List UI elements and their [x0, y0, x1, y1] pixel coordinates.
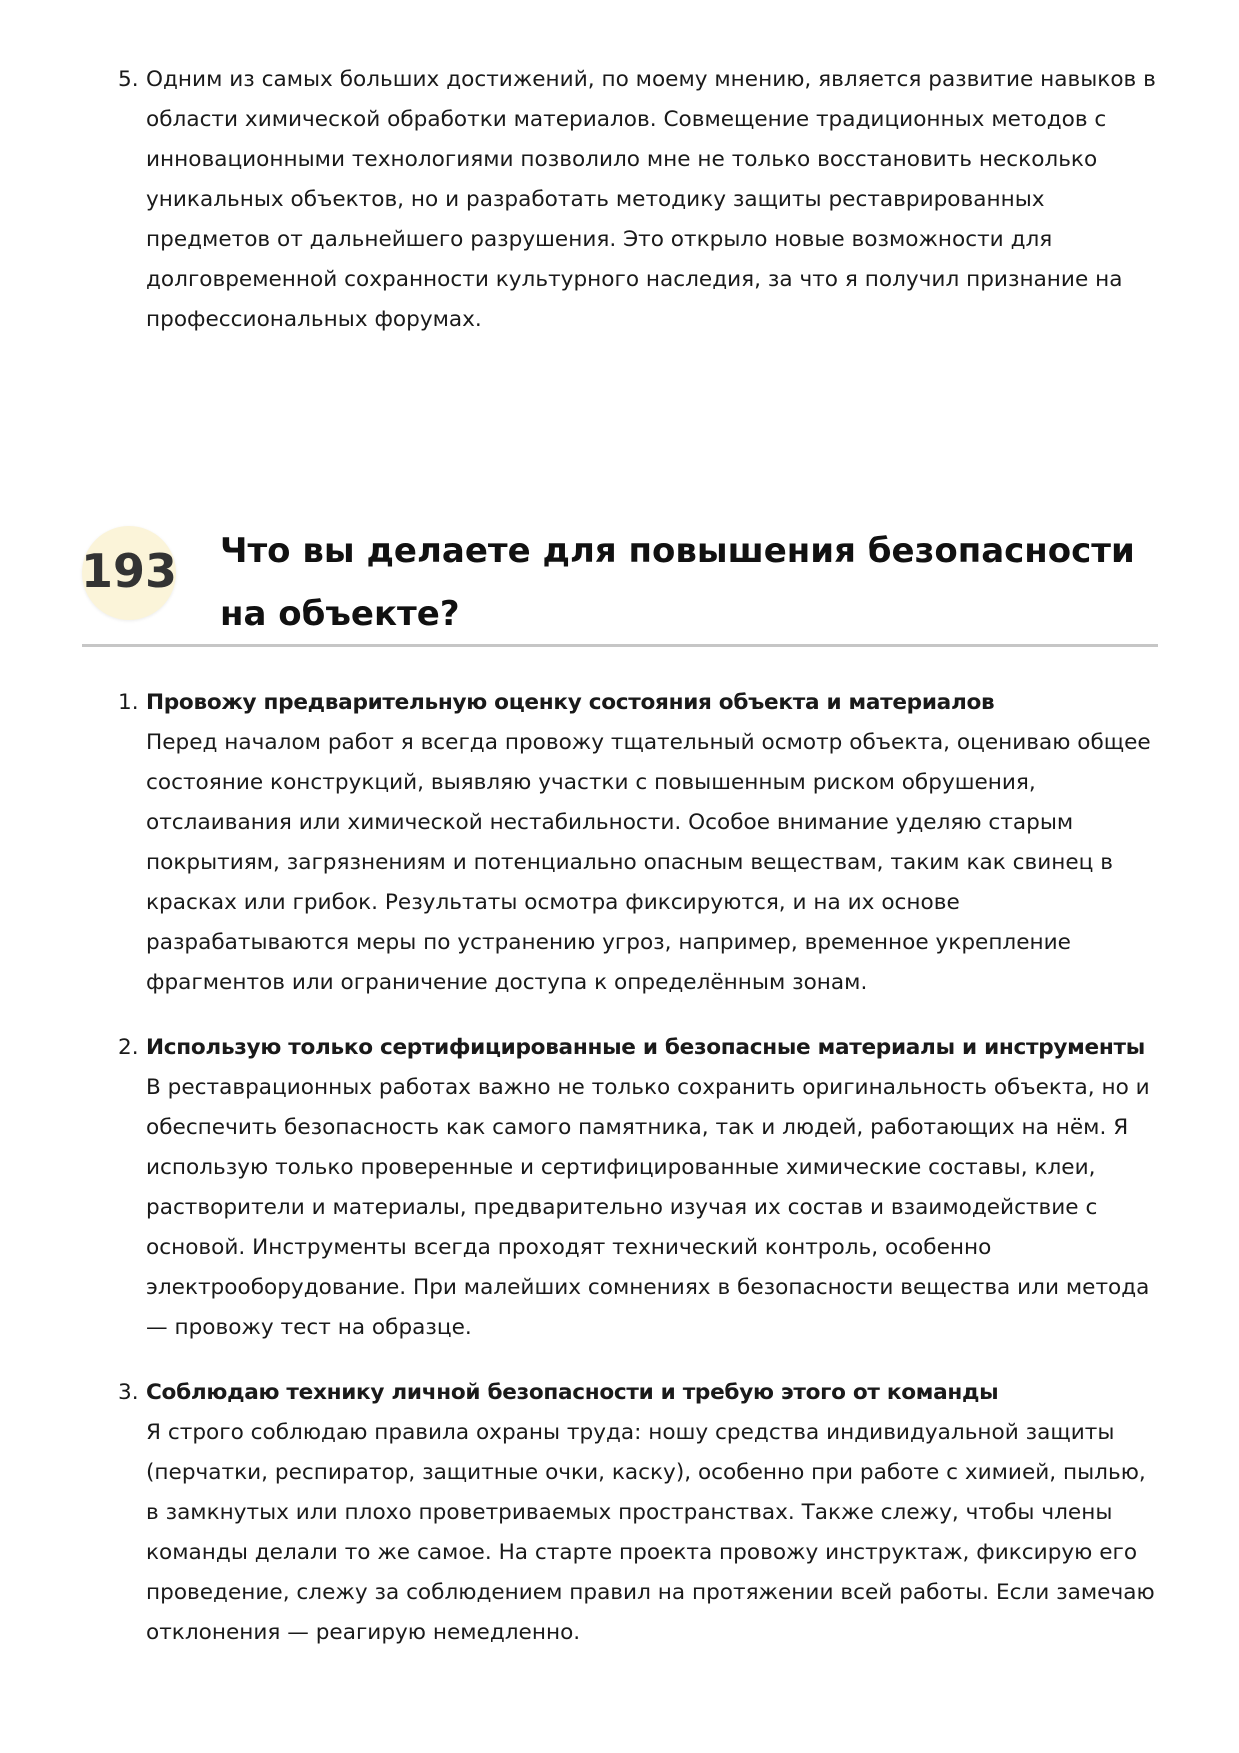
answer-number: 2.	[118, 1035, 139, 1060]
answer-title: Провожу предварительную оценку состояния объекта и материалов	[146, 690, 995, 715]
question-number: 193	[80, 544, 178, 598]
answer-title: Соблюдаю технику личной безопасности и требую этого от команды	[146, 1380, 999, 1405]
question-title: Что вы делаете для повышения безопасности на объекте?	[220, 531, 1135, 634]
list-item-text: Одним из самых больших достижений, по моему мнению, является развитие навыков в области химической обработки материалов. Совмещение традиционных методов с инновационными технологиями позволило мне не только восстановить несколько уникальных объектов, но и разработать методику защиты реставрированных предметов от дальнейшего разрушения. Это открыло новые возможности для долговременной сохранности культурного наследия, за что я получил признание на профессиональных форумах.	[146, 67, 1156, 332]
answer-number: 3.	[118, 1380, 139, 1405]
answer-text: В реставрационных работах важно не только сохранить оригинальность объекта, но и обеспечить безопасность как самого памятника, так и людей, работающих на нём. Я использую только проверенные и сертифицированные химические составы, клеи, растворители и материалы, предварительно изучая их состав и взаимодействие с основой. Инструменты всегда проходят технический контроль, особенно электрооборудование. При малейших сомнениях в безопасности вещества или метода — провожу тест на образце.	[146, 1075, 1150, 1340]
answer-list	[118, 683, 1163, 1678]
answer-number: 1.	[118, 690, 139, 715]
previous-list-item	[118, 60, 1158, 340]
answer-text: Я строго соблюдаю правила охраны труда: ношу средства индивидуальной защиты (перчатки, респиратор, защитные очки, каску), особенно при работе с химией, пылью, в замкнутых или плохо проветриваемых пространствах. Также слежу, чтобы члены команды делали то же самое. На старте проекта провожу инструктаж, фиксирую его проведение, слежу за соблюдением правил на протяжении всей работы. Если замечаю отклонения — реагирую немедленно.	[146, 1420, 1155, 1645]
answer-item	[118, 1373, 1163, 1653]
answer-item	[118, 683, 1163, 1003]
answer-item	[118, 1028, 1163, 1348]
answer-title: Использую только сертифицированные и безопасные материалы и инструменты	[146, 1035, 1145, 1060]
list-item-number: 5.	[118, 67, 139, 92]
question-header	[82, 514, 1158, 647]
answer-text: Перед началом работ я всегда провожу тщательный осмотр объекта, оцениваю общее состояние конструкций, выявляю участки с повышенным риском обрушения, отслаивания или химической нестабильности. Особое внимание уделяю старым покрытиям, загрязнениям и потенциально опасным веществам, таким как свинец в красках или грибок. Результаты осмотра фиксируются, и на их основе разрабатываются меры по устранению угроз, например, временное укрепление фрагментов или ограничение доступа к определённым зонам.	[146, 730, 1151, 995]
